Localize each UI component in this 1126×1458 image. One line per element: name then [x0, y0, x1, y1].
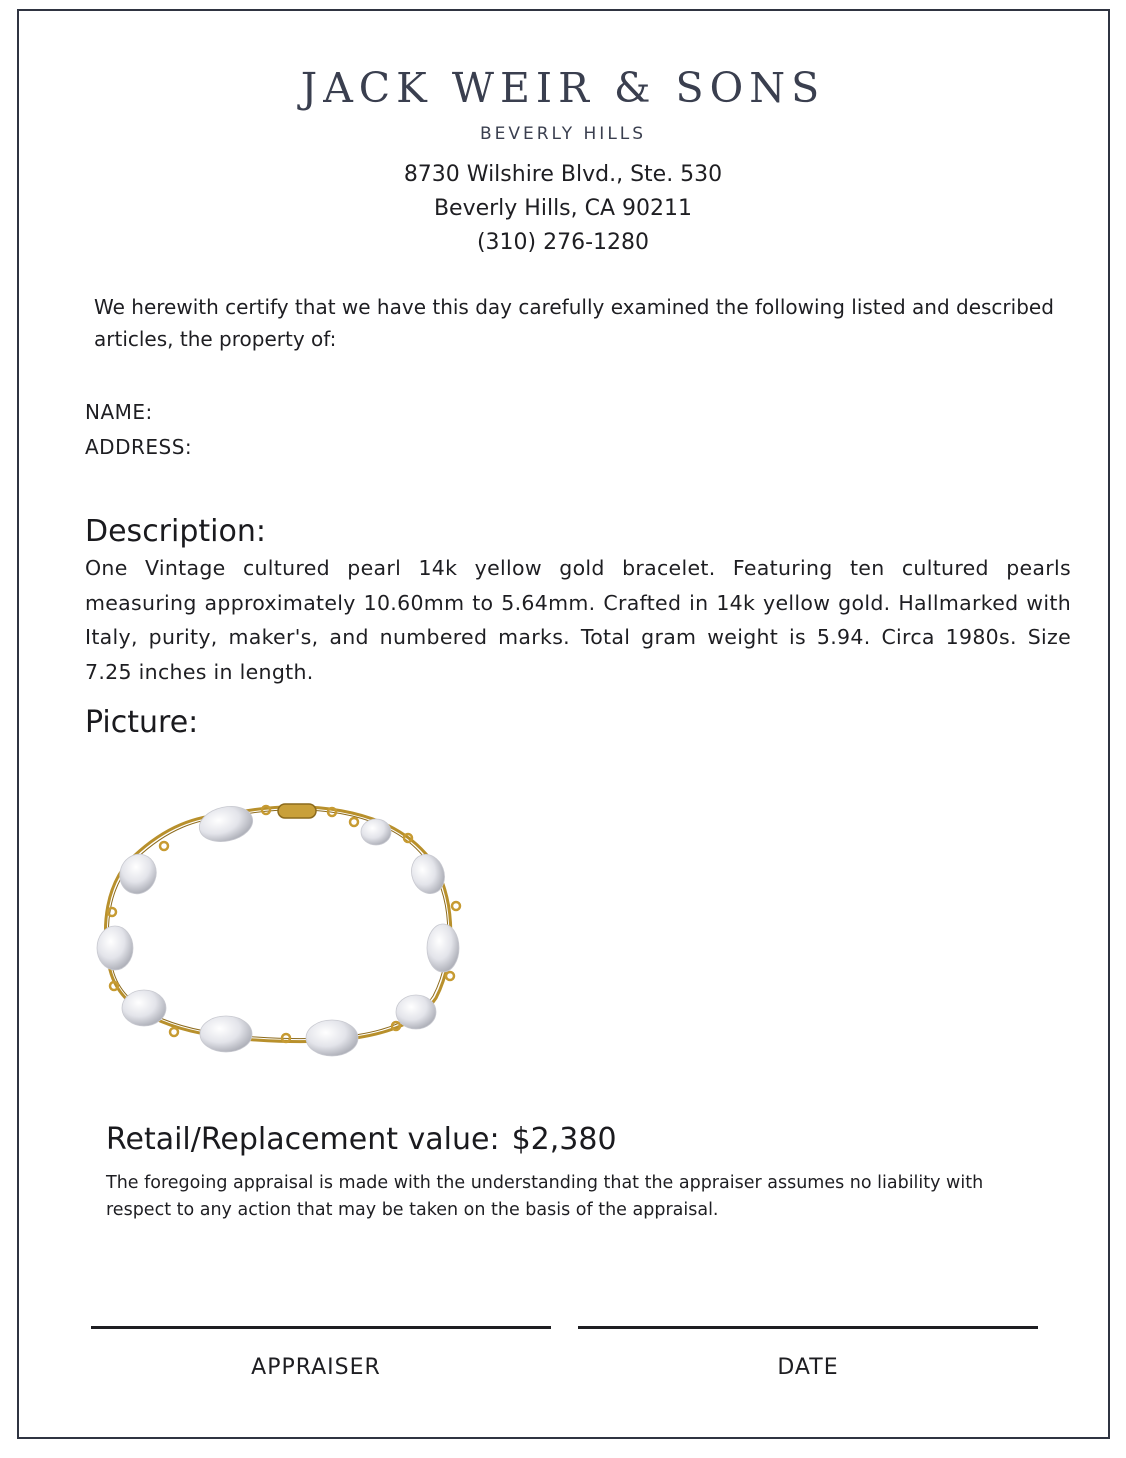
address-line-1: 8730 Wilshire Blvd., Ste. 530	[403, 162, 723, 187]
value-label: Retail/Replacement value:	[106, 1122, 500, 1157]
replacement-value	[106, 1122, 617, 1157]
address-label: ADDRESS:	[85, 435, 193, 459]
description-heading: Description:	[85, 514, 266, 549]
appraiser-label: APPRAISER	[251, 1355, 381, 1380]
address-line-2: Beverly Hills, CA 90211	[433, 196, 693, 221]
liability-disclaimer: The foregoing appraisal is made with the understanding that the appraiser assumes no liability with respect to any action that may be taken on the basis of the appraisal.	[106, 1173, 984, 1220]
pearl-bracelet-photo	[86, 786, 470, 1066]
picture-heading: Picture:	[85, 705, 199, 740]
description-text: One Vintage cultured pearl 14k yellow gold bracelet. Featuring ten cultured pearls measuring approximately 10.60mm to 5.64mm. Crafted in 14k yellow gold. Hallmarked with Italy, purity, maker's, and numbered marks. Total gram weight is 5.94. Circa 1980s. Size 7.25 inches in length.	[85, 556, 1071, 684]
certification-statement: We herewith certify that we have this day carefully examined the following listed and described articles, the property of:	[94, 295, 1054, 351]
brand-name: JACK WEIR & SONS	[300, 64, 826, 112]
phone-number: (310) 276-1280	[476, 230, 650, 255]
appraiser-signature-line	[91, 1326, 551, 1329]
date-signature-line	[578, 1326, 1038, 1329]
name-label: NAME:	[85, 400, 153, 424]
value-amount: $2,380	[511, 1122, 617, 1157]
brand-location: BEVERLY HILLS	[479, 124, 647, 144]
date-label: DATE	[777, 1355, 839, 1380]
